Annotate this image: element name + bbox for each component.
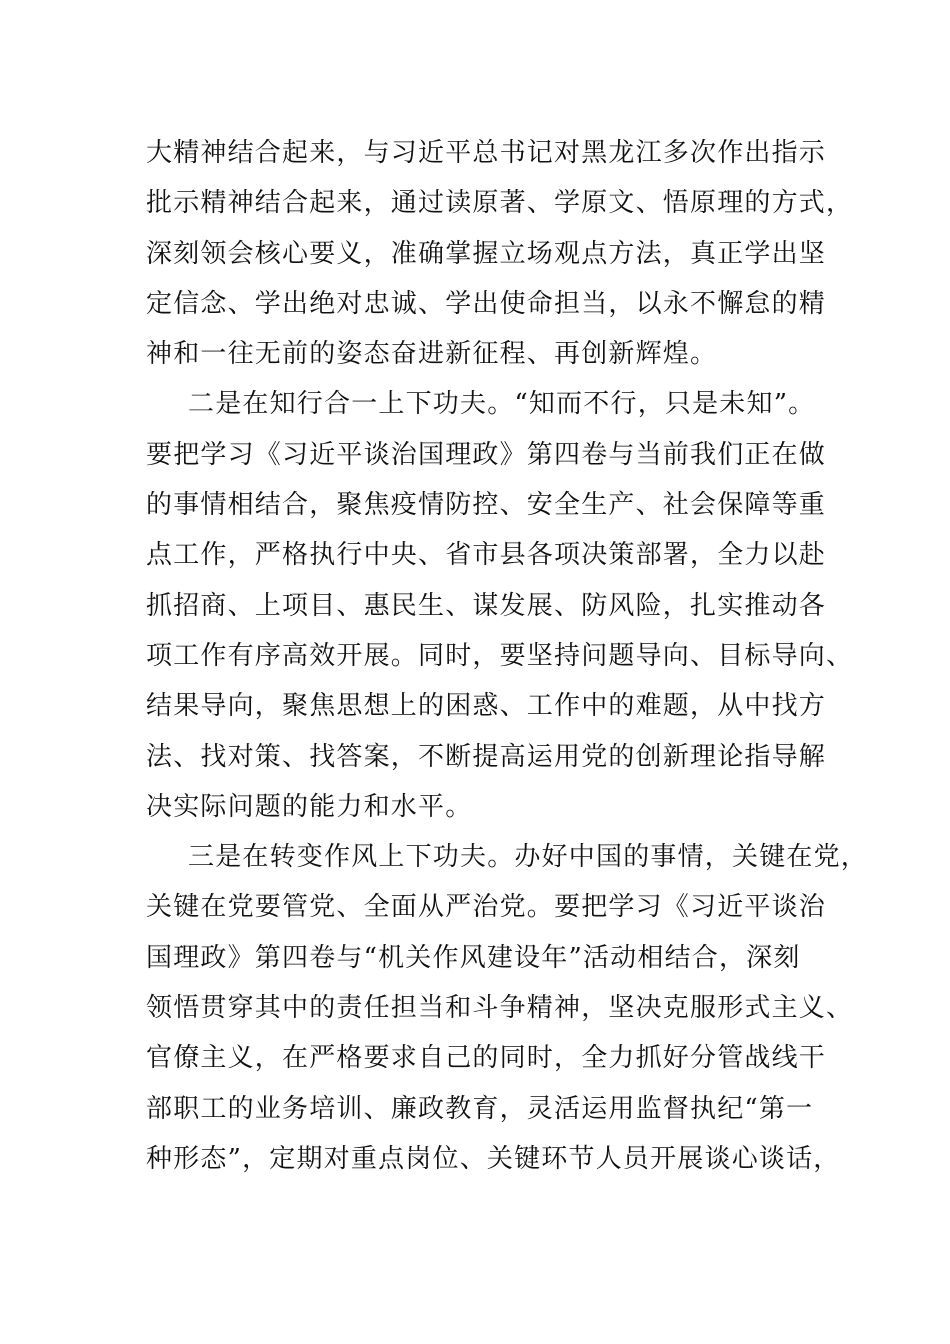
text-line: 法、找对策、找答案，不断提高运用党的创新理论指导解 (146, 741, 827, 772)
text-line: 的事情相结合，聚焦疫情防控、安全生产、社会保障等重 (146, 490, 827, 521)
text-line: 要把学习《习近平谈治国理政》第四卷与当前我们正在做 (146, 439, 827, 470)
text-line: 领悟贯穿其中的责任担当和斗争精神，坚决克服形式主义、 (146, 993, 854, 1024)
text-line: 种形态”，定期对重点岗位、关键环节人员开展谈心谈话， (146, 1143, 841, 1174)
text-line: 决实际问题的能力和水平。 (146, 791, 473, 822)
text-line: 点工作，严格执行中央、省市县各项决策部署，全力以赴 (146, 540, 827, 571)
body-text (146, 128, 869, 1184)
text-line: 大精神结合起来，与习近平总书记对黑龙江多次作出指示 (146, 138, 827, 168)
text-line: 神和一往无前的姿态奋进新征程、再创新辉煌。 (146, 339, 718, 370)
text-line: 官僚主义，在严格要求自己的同时，全力抓好分管战线干 (146, 1043, 827, 1074)
text-line: 关键在党要管党、全面从严治党。要把学习《习近平谈治 (146, 892, 827, 923)
text-line: 批示精神结合起来，通过读原著、学原文、悟原理的方式， (146, 188, 854, 219)
text-line: 定信念、学出绝对忠诚、学出使命担当，以永不懈怠的精 (146, 288, 827, 319)
paragraph-start-line: 二是在知行合一上下功夫。“知而不行，只是未知”。 (188, 389, 816, 420)
paragraph-start-line: 三是在转变作风上下功夫。办好中国的事情，关键在党， (188, 842, 869, 873)
text-line: 项工作有序高效开展。同时，要坚持问题导向、目标导向、 (146, 640, 854, 671)
text-line: 结果导向，聚焦思想上的困惑、工作中的难题，从中找方 (146, 691, 827, 722)
text-line: 抓招商、上项目、惠民生、谋发展、防风险，扎实推动各 (146, 590, 827, 621)
text-line: 国理政》第四卷与“机关作风建设年”活动相结合，深刻 (146, 942, 801, 973)
text-line: 深刻领会核心要义，准确掌握立场观点方法，真正学出坚 (146, 238, 827, 269)
text-line: 部职工的业务培训、廉政教育，灵活运用监督执纪“第一 (146, 1093, 814, 1124)
